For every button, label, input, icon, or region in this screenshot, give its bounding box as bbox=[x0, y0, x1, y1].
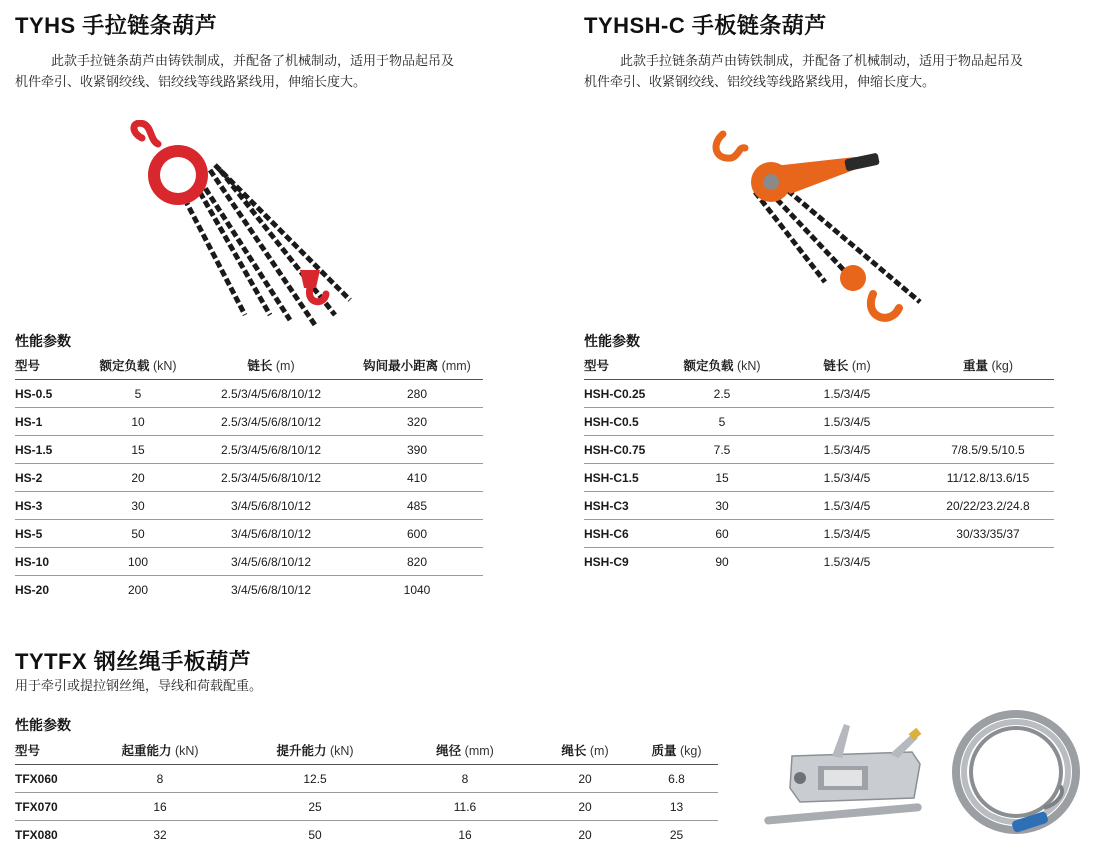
value-cell: 1.5/3/4/5 bbox=[772, 380, 922, 408]
value-cell: 1.5/3/4/5 bbox=[772, 520, 922, 548]
value-cell: 390 bbox=[351, 436, 483, 464]
table-row bbox=[15, 576, 483, 604]
tytfx-description: 用于牵引或提拉钢丝绳，导线和荷载配重。 bbox=[15, 678, 263, 693]
model-cell: HS-1 bbox=[15, 408, 85, 436]
model-cell: TFX070 bbox=[15, 793, 85, 821]
value-cell: 8 bbox=[395, 765, 535, 793]
header-label: 额定负载 bbox=[99, 359, 150, 373]
table-row bbox=[15, 548, 483, 576]
value-cell: 5 bbox=[85, 380, 191, 408]
value-cell: 12.5 bbox=[235, 765, 395, 793]
table-row bbox=[15, 492, 483, 520]
tytfx-title: TYTFX 钢丝绳手板葫芦 bbox=[15, 649, 252, 674]
header-unit: (kN) bbox=[174, 744, 199, 758]
model-cell: HSH-C0.5 bbox=[584, 408, 672, 436]
table-row bbox=[15, 520, 483, 548]
table-row bbox=[15, 464, 483, 492]
table-row bbox=[15, 821, 718, 849]
tyhshc-desc-line1: 此款手拉链条葫芦由铸铁制成，并配备了机械制动，适用于物品起吊及 bbox=[620, 53, 1024, 68]
tyhshc-spec-table bbox=[584, 351, 1054, 575]
chain-hoist-image bbox=[120, 120, 370, 335]
lever-hoist-chains bbox=[755, 184, 920, 302]
value-cell: 280 bbox=[351, 380, 483, 408]
header-label: 型号 bbox=[15, 359, 41, 373]
header-label: 绳长 bbox=[561, 744, 587, 758]
value-cell: 30 bbox=[85, 492, 191, 520]
table-row bbox=[15, 380, 483, 408]
value-cell bbox=[922, 548, 1054, 576]
header-label: 质量 bbox=[651, 744, 677, 758]
tyhs-desc-line2: 机件牵引、收紧钢绞线、铝绞线等线路紧线用，伸缩长度大。 bbox=[15, 74, 367, 89]
tyhshc-header-0 bbox=[584, 351, 672, 380]
header-label: 型号 bbox=[584, 359, 610, 373]
tytfx-header-4 bbox=[535, 736, 635, 765]
model-cell: HS-2 bbox=[15, 464, 85, 492]
model-cell: HSH-C3 bbox=[584, 492, 672, 520]
header-label: 起重能力 bbox=[121, 744, 172, 758]
tyhshc-header-2 bbox=[772, 351, 922, 380]
model-cell: HSH-C0.75 bbox=[584, 436, 672, 464]
header-unit: (mm) bbox=[464, 744, 494, 758]
header-unit: (kN) bbox=[736, 359, 761, 373]
value-cell: 50 bbox=[85, 520, 191, 548]
value-cell: 90 bbox=[715, 554, 729, 569]
table-row bbox=[584, 380, 1054, 408]
model-cell: HS-5 bbox=[15, 520, 85, 548]
header-unit: (kN) bbox=[329, 744, 354, 758]
value-cell: 13 bbox=[635, 793, 718, 821]
tyhs-title: TYHS 手拉链条葫芦 bbox=[15, 13, 218, 38]
value-cell: 2.5 bbox=[672, 380, 772, 408]
value-cell: 11/12.8/13.6/15 bbox=[922, 464, 1054, 492]
value-cell: 100 bbox=[85, 548, 191, 576]
header-unit: (m) bbox=[589, 744, 609, 758]
value-cell bbox=[922, 380, 1054, 408]
value-cell: 7/8.5/9.5/10.5 bbox=[922, 436, 1054, 464]
header-unit: (kg) bbox=[991, 359, 1014, 373]
table-row bbox=[584, 492, 1054, 520]
header-label: 链长 bbox=[247, 359, 273, 373]
tyhs-header-2 bbox=[191, 351, 351, 380]
value-cell: 485 bbox=[351, 492, 483, 520]
tyhshc-description bbox=[584, 50, 1084, 92]
tytfx-header-0 bbox=[15, 736, 85, 765]
table-row bbox=[584, 548, 1054, 576]
value-cell: 25 bbox=[669, 827, 684, 842]
tyhshc-table-header bbox=[584, 351, 1054, 380]
model-cell: HSH-C0.25 bbox=[584, 380, 672, 408]
tytfx-table-header bbox=[15, 736, 718, 765]
header-label: 链长 bbox=[823, 359, 849, 373]
model-cell: HS-10 bbox=[15, 548, 85, 576]
wire-rope-puller-image bbox=[762, 718, 934, 830]
tyhs-header-0 bbox=[15, 351, 85, 380]
value-cell: 3/4/5/6/8/10/12 bbox=[191, 548, 351, 576]
value-cell: 2.5/3/4/5/6/8/10/12 bbox=[191, 436, 351, 464]
table-row bbox=[15, 408, 483, 436]
model-cell: HS-1.5 bbox=[15, 436, 85, 464]
value-cell: 15 bbox=[672, 464, 772, 492]
tyhs-description bbox=[15, 50, 515, 92]
value-cell: 20/22/23.2/24.8 bbox=[922, 492, 1054, 520]
tyhs-header-3 bbox=[351, 351, 483, 380]
header-label: 型号 bbox=[15, 744, 41, 758]
model-cell: HSH-C6 bbox=[584, 520, 672, 548]
value-cell: 1.5/3/4/5 bbox=[772, 492, 922, 520]
table-row bbox=[584, 408, 1054, 436]
value-cell: 8 bbox=[85, 765, 235, 793]
tyhs-table-header bbox=[15, 351, 483, 380]
tyhshc-desc-line2: 机件牵引、收紧钢绞线、铝绞线等线路紧线用，伸缩长度大。 bbox=[584, 74, 936, 89]
value-cell: 15 bbox=[85, 436, 191, 464]
value-cell: 3/4/5/6/8/10/12 bbox=[230, 582, 312, 597]
tyhshc-header-1 bbox=[672, 351, 772, 380]
value-cell: 2.5/3/4/5/6/8/10/12 bbox=[191, 464, 351, 492]
tytfx-header-3 bbox=[395, 736, 535, 765]
value-cell: 10 bbox=[85, 408, 191, 436]
value-cell: 60 bbox=[672, 520, 772, 548]
table-row bbox=[15, 436, 483, 464]
value-cell: 16 bbox=[85, 793, 235, 821]
tytfx-header-1 bbox=[85, 736, 235, 765]
value-cell: 200 bbox=[127, 582, 149, 597]
value-cell: 1040 bbox=[403, 582, 431, 597]
header-label: 提升能力 bbox=[276, 744, 327, 758]
model-cell: HS-0.5 bbox=[15, 380, 85, 408]
value-cell: 1.5/3/4/5 bbox=[772, 464, 922, 492]
value-cell: 1.5/3/4/5 bbox=[772, 408, 922, 436]
value-cell: 1.5/3/4/5 bbox=[823, 554, 871, 569]
value-cell: 30/33/35/37 bbox=[922, 520, 1054, 548]
value-cell: 20 bbox=[578, 827, 592, 842]
table-row bbox=[15, 765, 718, 793]
header-unit: (m) bbox=[275, 359, 295, 373]
header-unit: (mm) bbox=[441, 359, 471, 373]
tytfx-spec-table bbox=[15, 736, 718, 848]
model-cell: HSH-C1.5 bbox=[584, 464, 672, 492]
tytfx-header-5 bbox=[635, 736, 718, 765]
value-cell: 320 bbox=[351, 408, 483, 436]
value-cell: 20 bbox=[535, 765, 635, 793]
model-cell: TFX080 bbox=[15, 827, 58, 842]
value-cell: 600 bbox=[351, 520, 483, 548]
value-cell: 20 bbox=[535, 793, 635, 821]
model-cell: TFX060 bbox=[15, 765, 85, 793]
value-cell: 20 bbox=[85, 464, 191, 492]
value-cell: 16 bbox=[458, 827, 472, 842]
tyhs-desc-line1: 此款手拉链条葫芦由铸铁制成，并配备了机械制动，适用于物品起吊及 bbox=[51, 53, 455, 68]
value-cell: 5 bbox=[672, 408, 772, 436]
tyhs-spec-table bbox=[15, 351, 483, 603]
value-cell: 1.5/3/4/5 bbox=[772, 436, 922, 464]
model-cell: HSH-C9 bbox=[584, 554, 629, 569]
value-cell: 3/4/5/6/8/10/12 bbox=[191, 520, 351, 548]
table-row bbox=[584, 436, 1054, 464]
value-cell: 820 bbox=[351, 548, 483, 576]
tytfx-header-2 bbox=[235, 736, 395, 765]
tyhshc-spec-title: 性能参数 bbox=[584, 333, 640, 349]
value-cell: 410 bbox=[351, 464, 483, 492]
header-unit: (kN) bbox=[152, 359, 177, 373]
header-unit: (m) bbox=[851, 359, 871, 373]
value-cell: 7.5 bbox=[672, 436, 772, 464]
value-cell: 2.5/3/4/5/6/8/10/12 bbox=[191, 408, 351, 436]
tyhshc-title: TYHSH-C 手板链条葫芦 bbox=[584, 13, 827, 38]
value-cell: 11.6 bbox=[395, 793, 535, 821]
header-unit: (kg) bbox=[679, 744, 702, 758]
header-label: 绳径 bbox=[436, 744, 462, 758]
tyhs-header-1 bbox=[85, 351, 191, 380]
model-cell: HS-20 bbox=[15, 582, 50, 597]
value-cell: 6.8 bbox=[635, 765, 718, 793]
model-cell: HS-3 bbox=[15, 492, 85, 520]
value-cell: 50 bbox=[308, 827, 322, 842]
header-label: 额定负载 bbox=[683, 359, 734, 373]
value-cell: 2.5/3/4/5/6/8/10/12 bbox=[191, 380, 351, 408]
value-cell: 25 bbox=[235, 793, 395, 821]
tyhs-spec-title: 性能参数 bbox=[15, 333, 71, 349]
value-cell bbox=[922, 408, 1054, 436]
wire-rope-coil-image bbox=[948, 708, 1084, 838]
value-cell: 3/4/5/6/8/10/12 bbox=[191, 492, 351, 520]
lever-hoist-image bbox=[705, 122, 930, 327]
tytfx-spec-title: 性能参数 bbox=[15, 717, 71, 733]
table-row bbox=[15, 793, 718, 821]
table-row bbox=[584, 520, 1054, 548]
header-label: 钩间最小距离 bbox=[363, 359, 439, 373]
header-label: 重量 bbox=[962, 359, 988, 373]
tyhshc-header-3 bbox=[922, 351, 1054, 380]
table-row bbox=[584, 464, 1054, 492]
value-cell: 30 bbox=[672, 492, 772, 520]
value-cell: 32 bbox=[153, 827, 167, 842]
wire-rope-coil bbox=[956, 714, 1076, 830]
